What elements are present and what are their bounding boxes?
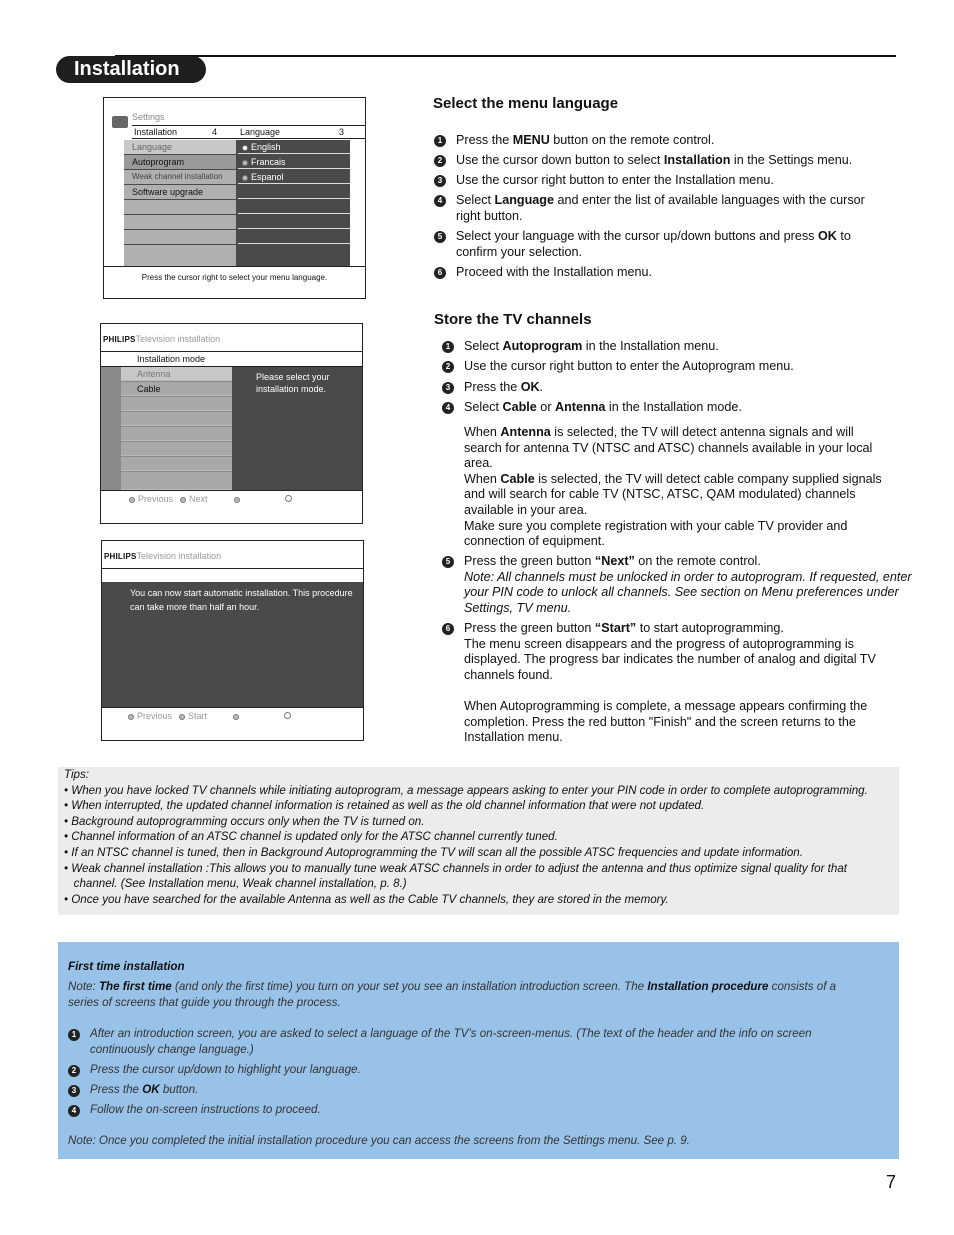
header-language-num: 3 [339, 127, 345, 137]
step-number-2: 2 [442, 361, 454, 373]
previous-label: Previous [137, 711, 173, 721]
tv-installation-title: Television installation [135, 334, 221, 344]
top-rule [115, 55, 896, 57]
mode-list [101, 367, 232, 490]
blue-button-icon [285, 495, 292, 502]
lang-step-2: Use the cursor down button to select Installation in the Settings menu. [456, 153, 853, 167]
blue-button-icon [284, 712, 291, 719]
radio-icon [242, 160, 248, 166]
lang-espanol: Espanol [238, 170, 350, 184]
mode-info-text: Please select your installation mode. [232, 367, 362, 490]
step-number-1: 1 [434, 135, 446, 147]
step-number-3: 3 [68, 1085, 80, 1097]
store-step-3: Press the OK. [464, 380, 544, 394]
mode-cable: Cable [121, 382, 232, 396]
store-step-5: Press the green button “Next” on the remote control. Note: All channels must be unlocked in order to autoprogram. If requested, enter your PIN code to unlock all channels. See section on Menu preferences under Settings, TV menu. [464, 554, 912, 615]
tip-line: • Background autoprogramming occurs only when the TV is turned on. [64, 815, 425, 828]
tip-line: • Once you have searched for the available Antenna as well as the Cable TV channels, they are stored in the memory. [64, 893, 669, 906]
first-time-note: Note: The first time (and only the first time) you turn on your set you see an installation introduction screen. The Installation procedure consists of a series of screens that guide you through the process. [68, 980, 837, 1009]
menu-header [132, 125, 366, 139]
menu-item-weak-channel: Weak channel installation [124, 170, 236, 184]
step-number-4: 4 [68, 1105, 80, 1117]
installation-mode-label: Installation mode [101, 351, 362, 367]
installation-mode-screen-mockup [100, 323, 363, 524]
step-number-1: 1 [68, 1029, 80, 1041]
screen2-footer [101, 490, 362, 523]
store-step-1: Select Autoprogram in the Installation menu. [464, 339, 719, 353]
first-time-step-2: Press the cursor up/down to highlight your language. [90, 1063, 361, 1076]
step-number-6: 6 [442, 623, 454, 635]
store-step-4: Select Cable or Antenna in the Installation mode. [464, 400, 742, 414]
tip-line: • Weak channel installation :This allows you to manually tune weak ATSC channels in order to adjust the antenna and thus optimize signal quality for that [64, 862, 847, 875]
lang-english: English [238, 140, 350, 154]
menu-item-autoprogram: Autoprogram [124, 155, 236, 169]
green-button-icon [179, 714, 185, 720]
menu-empty-row [124, 215, 236, 229]
header-installation-num: 4 [212, 127, 218, 137]
step-number-5: 5 [434, 231, 446, 243]
section-title: Installation [56, 56, 206, 83]
menu-empty-row [124, 245, 236, 267]
menu-grid [124, 140, 350, 267]
radio-icon [242, 175, 248, 181]
mode-empty-row [121, 427, 232, 441]
start-label: Start [188, 711, 208, 721]
first-time-installation-box [58, 942, 899, 1159]
tv-installation-title: Television installation [136, 551, 222, 561]
mode-empty-row [121, 442, 232, 456]
green-button-icon [180, 497, 186, 503]
step-number-3: 3 [434, 175, 446, 187]
first-time-final-note: Note: Once you completed the initial installation procedure you can access the screens from the Settings menu. See p. 9. [68, 1134, 690, 1147]
tip-line: • Channel information of an ATSC channel is updated only for the ATSC channel currently tuned. [64, 830, 558, 843]
lang-step-5: Select your language with the cursor up/down buttons and press OK to confirm your selection. [456, 229, 851, 259]
first-time-title: First time installation [68, 960, 185, 973]
previous-label: Previous [138, 494, 174, 504]
step-number-5: 5 [442, 556, 454, 568]
store-step-6: Press the green button “Start” to start autoprogramming. The menu screen disappears and the progress of autoprogramming is displayed. The progress bar indicates the number of analog and digital TV channels found. When Autoprogramming is complete, a message appears confirming the completion. Press the red button "Finish" and the screen returns to the Installation menu. [464, 621, 876, 745]
philips-logo: PHILIPS [104, 552, 137, 561]
tips-box [58, 767, 899, 915]
tips-label: Tips: [64, 768, 90, 781]
mode-antenna: Antenna [121, 367, 232, 381]
menu-empty-row [124, 200, 236, 214]
tip-line: • If an NTSC channel is tuned, then in Background Autoprogramming the TV will scan all the possible ATSC frequencies and update information. [64, 846, 803, 859]
radio-selected-icon [242, 145, 248, 151]
page-number: 7 [886, 1172, 897, 1192]
menu-item-software-upgrade: Software upgrade [124, 185, 236, 199]
lang-step-3: Use the cursor right button to enter the Installation menu. [456, 173, 774, 187]
step-number-2: 2 [434, 155, 446, 167]
next-label: Next [189, 494, 208, 504]
lang-step-6: Proceed with the Installation menu. [456, 265, 653, 279]
mode-empty-row [121, 472, 232, 490]
store-step-2: Use the cursor right button to enter the Autoprogram menu. [464, 359, 794, 373]
header-language: Language [240, 127, 281, 137]
yellow-button-icon [234, 497, 240, 503]
heading-store-tv-channels: Store the TV channels [434, 311, 592, 328]
lang-empty-row [238, 230, 350, 244]
menu-empty-row [124, 230, 236, 244]
lang-francais: Francais [238, 155, 350, 169]
start-message: You can now start automatic installation. This procedure can take more than half an hour. [102, 582, 363, 708]
first-time-step-1: After an introduction screen, you are asked to select a language of the TV’s on-screen-menus. (The text of the header and the info on screen continuously change language.) [90, 1027, 812, 1056]
header-installation: Installation [134, 127, 178, 137]
philips-logo: PHILIPS [103, 335, 136, 344]
tip-line: • When interrupted, the updated channel information is retained as well as the old channel information that were not updated. [64, 799, 705, 812]
yellow-button-icon [233, 714, 239, 720]
settings-label: Settings [132, 112, 165, 122]
heading-select-menu-language: Select the menu language [433, 95, 619, 112]
tv-brand-header [104, 551, 221, 561]
step-number-3: 3 [442, 382, 454, 394]
mode-empty-row [121, 457, 232, 471]
mode-empty-row [121, 412, 232, 426]
lang-step-4: Select Language and enter the list of available languages with the cursor right button. [456, 193, 865, 223]
screen3-header-bar [102, 568, 363, 582]
lang-step-1: Press the MENU button on the remote control. [456, 133, 715, 147]
green-button-icon [129, 497, 135, 503]
tip-line: • When you have locked TV channels while initiating autoprogram, a message appears asking to enter your PIN code in order to complete autoprogramming. [64, 784, 868, 797]
menu-item-language: Language [124, 140, 236, 154]
first-time-step-4: Follow the on-screen instructions to proceed. [90, 1103, 321, 1116]
settings-screen-mockup [103, 97, 366, 299]
mode-empty-row [121, 397, 232, 411]
autoprogram-start-screen-mockup [101, 540, 364, 741]
settings-icon [112, 116, 128, 128]
first-time-step-3: Press the OK button. [90, 1083, 199, 1096]
antenna-paragraph: When Antenna is selected, the TV will detect antenna signals and will search for antenna TV (NTSC and ATSC) channels available in your local area. When Cable is selected, the TV will detect cable company supplied signals and will search for cable TV (NTSC, ATSC, QAM modulated) channels available in your area. Make sure you complete registration with your cable TV provider and connection of equipment. [464, 425, 882, 549]
step-number-2: 2 [68, 1065, 80, 1077]
green-button-icon [128, 714, 134, 720]
lang-empty-row [238, 185, 350, 199]
lang-empty-row [238, 215, 350, 229]
lang-empty-row [238, 200, 350, 214]
step-number-4: 4 [442, 402, 454, 414]
step-number-6: 6 [434, 267, 446, 279]
tv-brand-header [103, 334, 220, 344]
tip-line: channel. (See Installation menu, Weak channel installation, p. 8.) [64, 877, 407, 890]
screen1-footer: Press the cursor right to select your menu language. [104, 266, 365, 298]
step-number-1: 1 [442, 341, 454, 353]
step-number-4: 4 [434, 195, 446, 207]
screen3-footer [102, 707, 363, 740]
